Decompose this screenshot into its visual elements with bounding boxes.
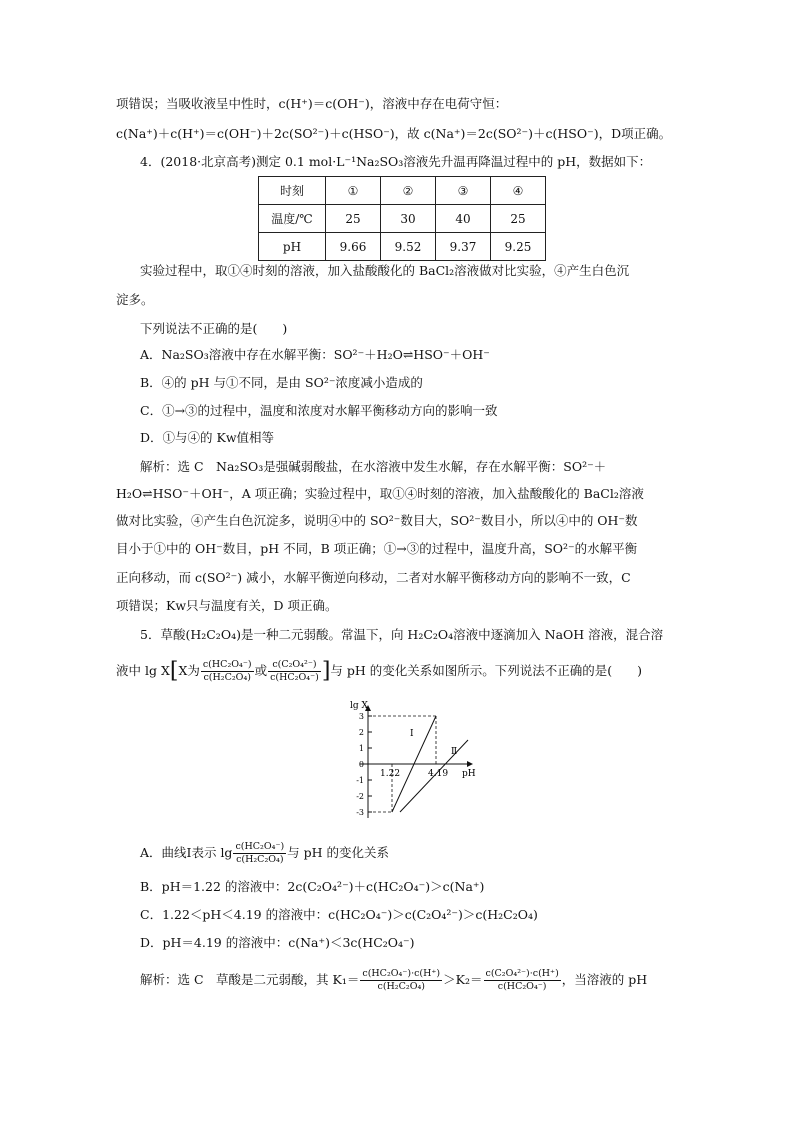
x-mark-label: 1.22: [380, 769, 401, 779]
denominator: c(H₂C₂O₄): [377, 981, 425, 992]
y-axis-label: lg X: [350, 701, 368, 711]
text: 液中 lg X: [116, 663, 170, 678]
analysis-line: 做对比实验，④产生白色沉淀多，说明④中的 SO²⁻数目大，SO²⁻数目小，所以④中的 OH⁻数: [116, 513, 638, 528]
y-tick-label: 0: [358, 760, 364, 769]
text: A．曲线Ⅰ表示 lg: [140, 845, 233, 860]
numerator: c(HC₂O₄⁻): [202, 659, 252, 670]
text-line: c(Na⁺)＋c(H⁺)＝c(OH⁻)＋2c(SO²⁻)＋c(HSO⁻)，故 c(Na⁺)＝2c(SO²⁻)＋c(HSO⁻)，D项正确。: [116, 126, 672, 141]
option-c: C．1.22＜pH＜4.19 的溶液中：c(HC₂O₄⁻)＞c(C₂O₄²⁻)＞c(H₂C₂O₄): [140, 907, 538, 922]
text: 与 pH 的变化关系如图所示。下列说法不正确的是( ): [330, 663, 643, 678]
table-cell: 25: [326, 205, 381, 233]
table-cell: 时刻: [259, 177, 326, 205]
fraction: [201, 659, 254, 684]
curve-2-label: Ⅱ: [451, 747, 458, 757]
bracket: ]: [321, 658, 331, 684]
fraction: [360, 968, 442, 993]
fraction: [268, 659, 321, 684]
table-cell: ③: [436, 177, 491, 205]
option-c: C．①→③的过程中，温度和浓度对水解平衡移动方向的影响一致: [140, 403, 498, 418]
denominator: c(H₂C₂O₄): [236, 854, 284, 865]
denominator: c(H₂C₂O₄): [203, 672, 251, 683]
option-a: A．Na₂SO₃溶液中存在水解平衡：SO²⁻＋H₂O⇌HSO⁻＋OH⁻: [140, 347, 490, 362]
text-line: 项错误；当吸收液呈中性时，c(H⁺)＝c(OH⁻)，溶液中存在电荷守恒：: [116, 96, 508, 111]
text: 与 pH 的变化关系: [287, 845, 390, 860]
fraction: [484, 968, 561, 993]
analysis-line: [140, 966, 647, 994]
denominator: c(HC₂O₄⁻): [497, 981, 547, 992]
table-cell: 9.66: [326, 233, 381, 261]
x-mark-label: 4.19: [428, 769, 449, 779]
numerator: c(HC₂O₄⁻)·c(H⁺): [362, 968, 441, 979]
option-b: B．④的 pH 与①不同，是由 SO²⁻浓度减小造成的: [140, 375, 423, 390]
analysis-line: 项错误；Kw只与温度有关，D 项正确。: [116, 598, 338, 613]
question-prompt: 下列说法不正确的是( ): [140, 321, 288, 336]
numerator: c(HC₂O₄⁻): [235, 841, 285, 852]
option-d: D．pH＝4.19 的溶液中：c(Na⁺)＜3c(HC₂O₄⁻): [140, 935, 415, 950]
table-cell: pH: [259, 233, 326, 261]
table-cell: ④: [491, 177, 546, 205]
table-cell: ①: [326, 177, 381, 205]
table-cell: 9.37: [436, 233, 491, 261]
analysis-line: 解析：选 C Na₂SO₃是强碱弱酸盐，在水溶液中发生水解，存在水解平衡：SO²⁻＋: [140, 459, 607, 474]
question-5-stem-cont: [116, 656, 642, 687]
text-line: 实验过程中，取①④时刻的溶液，加入盐酸酸化的 BaCl₂溶液做对比实验，④产生白色沉: [140, 263, 630, 278]
y-tick-label: -2: [356, 792, 364, 801]
question-4-stem: 4．(2018·北京高考)测定 0.1 mol·L⁻¹Na₂SO₃溶液先升温再降温过程中的 pH，数据如下：: [140, 154, 652, 169]
table-cell: ②: [381, 177, 436, 205]
option-d: D．①与④的 Kw值相等: [140, 430, 275, 445]
table-row: [259, 177, 546, 205]
table-row: [259, 233, 546, 261]
analysis-line: H₂O⇌HSO⁻＋OH⁻，A 项正确；实验过程中，取①④时刻的溶液，加入盐酸酸化的 BaCl₂溶液: [116, 486, 644, 501]
text-line: 淀多。: [116, 292, 154, 307]
y-tick-label: 3: [358, 712, 364, 721]
y-tick-label: -1: [356, 776, 364, 785]
question-5-stem: 5．草酸(H₂C₂O₄)是一种二元弱酸。常温下，向 H₂C₂O₄溶液中逐滴加入 NaOH 溶液，混合溶: [140, 627, 664, 642]
table-cell: 9.52: [381, 233, 436, 261]
analysis-line: 正向移动，而 c(SO²⁻) 减小，水解平衡逆向移动，二者对水解平衡移动方向的影响不一致，C: [116, 570, 631, 585]
option-a: [140, 840, 389, 866]
text: 解析：选 C 草酸是二元弱酸，其 K₁＝: [140, 972, 360, 987]
curve-1-label: Ⅰ: [410, 729, 414, 739]
option-b: B．pH＝1.22 的溶液中：2c(C₂O₄²⁻)＋c(HC₂O₄⁻)＞c(Na⁺): [140, 879, 485, 894]
table-cell: 9.25: [491, 233, 546, 261]
x-axis-label: pH: [462, 769, 476, 779]
y-tick-label: 1: [358, 744, 364, 753]
table-cell: 温度/℃: [259, 205, 326, 233]
numerator: c(C₂O₄²⁻): [268, 659, 321, 672]
y-tick-label: -3: [356, 808, 364, 817]
table-cell: 30: [381, 205, 436, 233]
y-tick-label: 2: [358, 728, 364, 737]
analysis-line: 目小于①中的 OH⁻数目，pH 不同，B 项正确；①→③的过程中，温度升高，SO²⁻的水解平衡: [116, 541, 638, 556]
data-table: [258, 176, 546, 261]
text: 或: [254, 663, 268, 678]
text: ，当溶液的 pH: [561, 972, 648, 987]
table-cell: 40: [436, 205, 491, 233]
denominator: c(HC₂O₄⁻): [270, 672, 319, 683]
text: X为: [178, 663, 200, 678]
table-cell: 25: [491, 205, 546, 233]
table-row: [259, 205, 546, 233]
lgx-ph-graph: [340, 700, 490, 822]
fraction: [233, 841, 286, 866]
bracket: [: [169, 658, 179, 684]
numerator: c(C₂O₄²⁻)·c(H⁺): [485, 968, 559, 979]
text: ＞K₂＝: [443, 972, 483, 987]
